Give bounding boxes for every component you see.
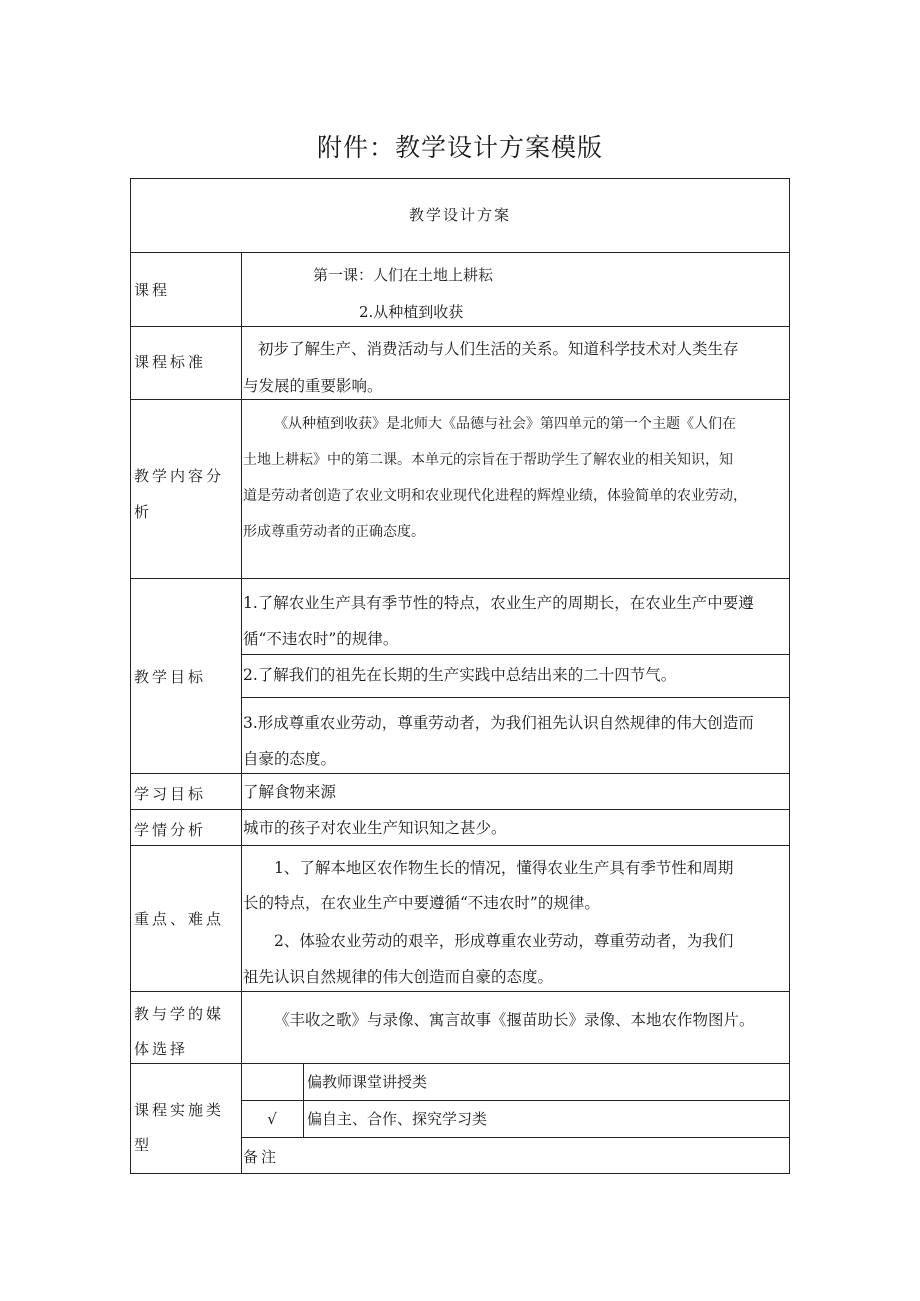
course-label: 课程 — [134, 281, 171, 299]
option-1-label: 偏教师课堂讲授类 — [307, 1073, 428, 1091]
page-title: 附件：教学设计方案模版 — [316, 133, 603, 162]
content-analysis-label: 教学内容分 — [134, 467, 225, 485]
content-analysis-line2: 土地上耕耘》中的第二课。本单元的宗旨在于帮助学生了解农业的相关知识，知 — [243, 452, 733, 468]
goals-label: 教学目标 — [134, 668, 207, 686]
column-divider — [303, 1063, 304, 1137]
goal-3-line1: 3.形成尊重农业劳动，尊重劳动者，为我们祖先认识自然规律的伟大创造而 — [243, 714, 754, 732]
learning-goal-value: 了解食物来源 — [243, 783, 337, 801]
content-analysis-line3: 道是劳动者创造了农业文明和农业现代化进程的辉煌业绩，体验简单的农业劳动， — [243, 488, 747, 504]
media-label: 教与学的媒 — [134, 1005, 225, 1023]
key-points-label: 重点、难点 — [134, 910, 225, 928]
row-divider — [241, 697, 789, 698]
course-line2: 2.从种植到收获 — [359, 303, 464, 321]
goal-3-line2: 自豪的态度。 — [243, 750, 337, 768]
key-points-line1: 1、了解本地区农作物生长的情况，懂得农业生产具有季节性和周期 — [274, 859, 734, 877]
media-value: 《丰收之歌》与录像、寓言故事《揠苗助长》录像、本地农作物图片。 — [274, 1011, 755, 1029]
row-divider — [131, 773, 789, 774]
content-analysis-line4: 形成尊重劳动者的正确态度。 — [243, 524, 425, 540]
learner-analysis-value: 城市的孩子对农业生产知识知之甚少。 — [243, 819, 507, 837]
learner-analysis-label: 学情分析 — [134, 821, 207, 839]
goal-1-line2: 循“不违农时”的规律。 — [243, 630, 399, 648]
column-divider — [241, 252, 242, 1173]
goal-1-line1: 1.了解农业生产具有季节性的特点，农业生产的周期长，在农业生产中要遵 — [243, 594, 754, 612]
implementation-label: 课程实施类 — [134, 1101, 225, 1119]
standard-line2: 与发展的重要影响。 — [243, 377, 383, 395]
standard-label: 课程标准 — [134, 353, 207, 371]
content-analysis-label-2: 析 — [134, 503, 153, 521]
standard-line1: 初步了解生产、消费活动与人们生活的关系。知道科学技术对人类生存 — [258, 340, 739, 358]
goal-2: 2.了解我们的祖先在长期的生产实践中总结出来的二十四节气。 — [243, 666, 677, 684]
key-points-line3: 2、体验农业劳动的艰辛，形成尊重农业劳动，尊重劳动者，为我们 — [274, 932, 734, 950]
row-divider — [131, 578, 789, 579]
row-divider — [131, 252, 789, 253]
checkmark-icon: √ — [267, 1110, 277, 1128]
content-analysis-line1: 《从种植到收获》是北师大《品德与社会》第四单元的第一个主题《人们在 — [274, 416, 736, 432]
key-points-line2: 长的特点，在农业生产中要遵循“不违农时”的规律。 — [243, 894, 600, 912]
row-divider — [131, 1063, 789, 1064]
key-points-line4: 祖先认识自然规律的伟大创造而自豪的态度。 — [243, 968, 554, 986]
option-2-label: 偏自主、合作、探究学习类 — [307, 1110, 488, 1128]
row-divider — [131, 399, 789, 400]
lesson-plan-table — [130, 178, 790, 1174]
remark-label: 备注 — [243, 1148, 280, 1166]
implementation-label-2: 型 — [134, 1136, 153, 1154]
learning-goal-label: 学习目标 — [134, 785, 207, 803]
table-header: 教学设计方案 — [408, 206, 511, 224]
course-line1: 第一课：人们在土地上耕耘 — [313, 266, 494, 284]
media-label-2: 体选择 — [134, 1040, 189, 1058]
